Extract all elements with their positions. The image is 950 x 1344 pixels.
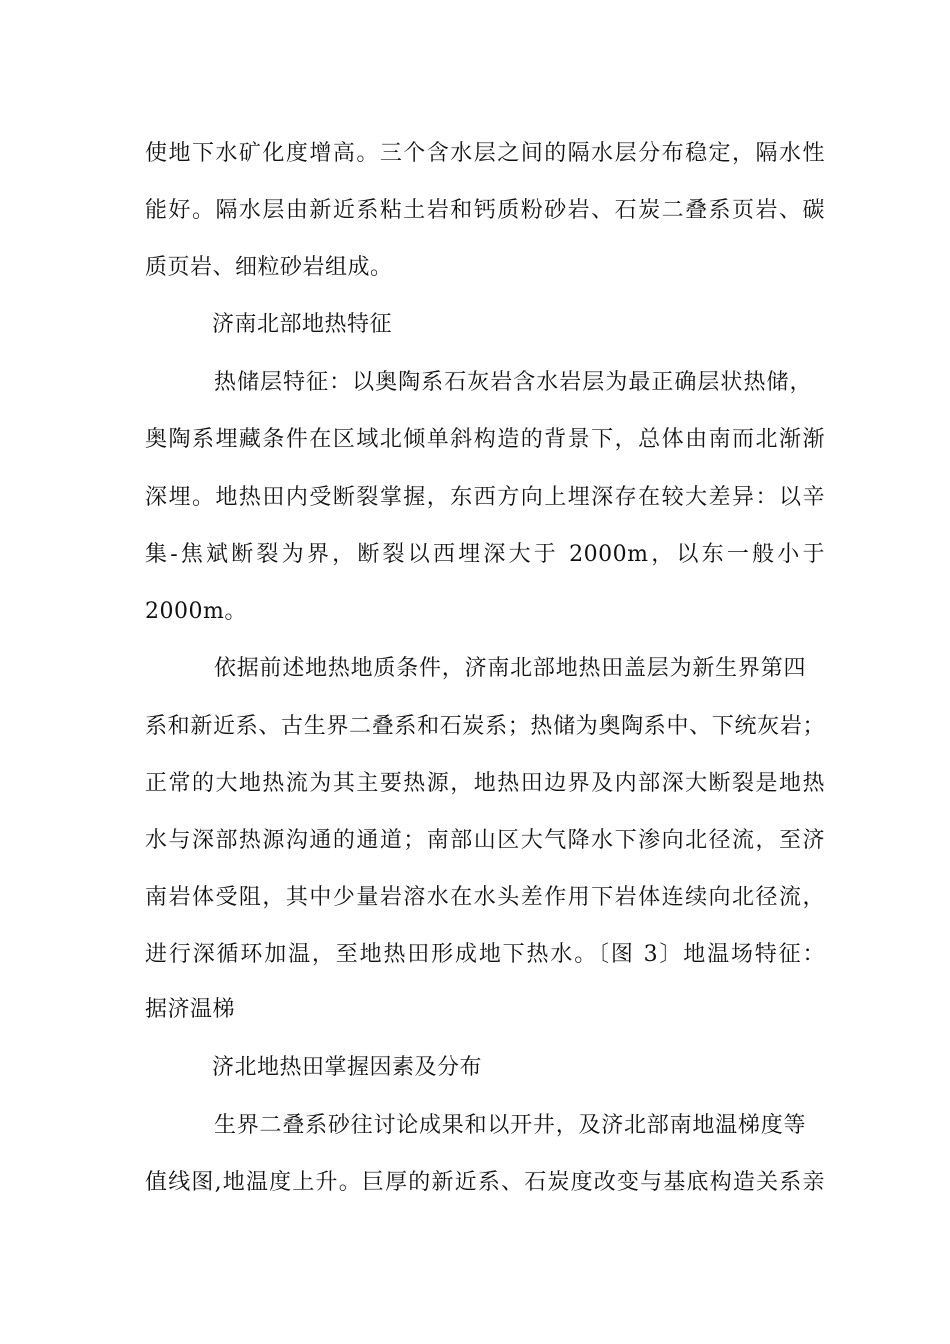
paragraph-4-line-6: 进行深循环加温，至地热田形成地下热水。〔图 3〕地温场特征： (145, 942, 825, 967)
section-heading-jibei-geothermal-distribution: 济北地热田掌握因素及分布 (212, 1055, 483, 1080)
paragraph-1-line-2: 能好。隔水层由新近系粘土岩和钙质粉砂岩、石炭二叠系页岩、碳 (145, 198, 825, 223)
paragraph-4-line-4: 水与深部热源沟通的通道；南部山区大气降水下渗向北径流，至济 (145, 828, 825, 853)
paragraph-6-line-1: 生界二叠系砂往讨论成果和以开井，及济北部南地温梯度等 (214, 1113, 806, 1138)
paragraph-4-line-7: 据济温梯 (145, 997, 236, 1022)
paragraph-6-line-2: 值线图,地温度上升。巨厚的新近系、石炭度改变与基底构造关系亲 (145, 1170, 825, 1195)
paragraph-3-line-3: 深埋。地热田内受断裂掌握，东西方向上埋深存在较大差异：以辛 (145, 485, 825, 510)
paragraph-3-line-4: 集-焦斌断裂为界，断裂以西埋深大于 2000m，以东一般小于 (145, 542, 825, 567)
paragraph-4-line-3: 正常的大地热流为其主要热源，地热田边界及内部深大断裂是地热 (145, 771, 825, 796)
paragraph-1-line-1: 使地下水矿化度增高。三个含水层之间的隔水层分布稳定，隔水性 (145, 141, 825, 166)
paragraph-1-line-3: 质页岩、细粒砂岩组成。 (145, 255, 393, 280)
section-heading-jinan-north-geothermal: 济南北部地热特征 (212, 312, 393, 337)
paragraph-3-line-1: 热储层特征：以奥陶系石灰岩含水岩层为最正确层状热储， (214, 370, 812, 395)
paragraph-3-line-5: 2000m。 (145, 599, 247, 624)
paragraph-4-line-5: 南岩体受阻，其中少量岩溶水在水头差作用下岩体连续向北径流， (145, 885, 825, 910)
paragraph-4-line-2: 系和新近系、古生界二叠系和石炭系；热储为奥陶系中、下统灰岩； (145, 714, 825, 739)
paragraph-3-line-2: 奥陶系埋藏条件在区域北倾单斜构造的背景下，总体由南而北渐渐 (145, 427, 825, 452)
paragraph-4-line-1: 依据前述地热地质条件，济南北部地热田盖层为新生界第四 (214, 656, 806, 681)
